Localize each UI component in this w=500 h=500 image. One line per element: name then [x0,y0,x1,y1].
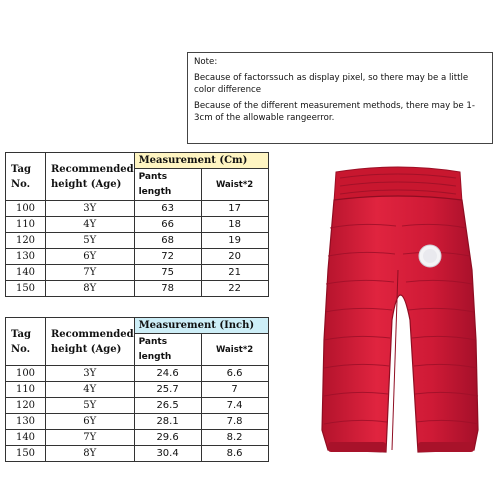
size-table-cm [5,152,269,297]
header-recommended-height: Recommended height (Age) [46,318,135,366]
cell-age: 8Y [46,446,135,462]
cell-tag: 140 [6,265,46,281]
cell-waist: 22 [201,281,268,297]
header-pants-length: Pants length [134,169,201,201]
cell-waist: 8.6 [201,446,268,462]
table-row [6,366,269,382]
size-table-inch [5,317,269,462]
cell-age: 6Y [46,249,135,265]
header-tag-no: Tag No. [6,318,46,366]
cell-waist: 8.2 [201,430,268,446]
cell-age: 5Y [46,233,135,249]
cell-tag: 140 [6,430,46,446]
cell-waist: 7 [201,382,268,398]
table-row [6,414,269,430]
cell-pants-length: 25.7 [134,382,201,398]
cell-age: 7Y [46,265,135,281]
cell-pants-length: 26.5 [134,398,201,414]
cell-pants-length: 66 [134,217,201,233]
table-row [6,265,269,281]
header-measurement-cm: Measurement (Cm) [134,153,268,169]
cell-age: 5Y [46,398,135,414]
cell-pants-length: 72 [134,249,201,265]
cell-age: 7Y [46,430,135,446]
cell-tag: 130 [6,249,46,265]
cell-tag: 110 [6,217,46,233]
cell-waist: 17 [201,201,268,217]
table-row [6,382,269,398]
header-tag-no: Tag No. [6,153,46,201]
note-title: Note: [194,57,218,67]
cell-tag: 150 [6,281,46,297]
header-waist: Waist*2 [201,334,268,366]
cell-waist: 21 [201,265,268,281]
cell-waist: 19 [201,233,268,249]
cell-tag: 120 [6,398,46,414]
cell-pants-length: 30.4 [134,446,201,462]
cell-tag: 120 [6,233,46,249]
table-row [6,201,269,217]
cell-age: 4Y [46,217,135,233]
table-row [6,430,269,446]
red-down-snow-pants-image [300,150,500,500]
cell-tag: 130 [6,414,46,430]
cell-tag: 100 [6,366,46,382]
header-pants-length: Pants length [134,334,201,366]
cell-waist: 20 [201,249,268,265]
cell-age: 3Y [46,366,135,382]
note-line-1: Because of factorssuch as display pixel, so there may be a little color difference [194,72,469,96]
cell-pants-length: 63 [134,201,201,217]
table-row [6,217,269,233]
header-recommended-height: Recommended height (Age) [46,153,135,201]
table-row [6,281,269,297]
cell-pants-length: 68 [134,233,201,249]
table-row [6,446,269,462]
cell-age: 6Y [46,414,135,430]
cell-waist: 7.4 [201,398,268,414]
cell-waist: 7.8 [201,414,268,430]
cell-pants-length: 24.6 [134,366,201,382]
cell-pants-length: 28.1 [134,414,201,430]
cell-tag: 100 [6,201,46,217]
cell-tag: 110 [6,382,46,398]
cell-waist: 18 [201,217,268,233]
header-waist: Waist*2 [201,169,268,201]
cell-pants-length: 78 [134,281,201,297]
cell-age: 3Y [46,201,135,217]
cell-age: 4Y [46,382,135,398]
cell-tag: 150 [6,446,46,462]
cell-age: 8Y [46,281,135,297]
cell-pants-length: 75 [134,265,201,281]
table-row [6,233,269,249]
cell-waist: 6.6 [201,366,268,382]
table-row [6,398,269,414]
note-box [187,52,493,144]
header-measurement-inch: Measurement (Inch) [134,318,268,334]
table-row [6,249,269,265]
note-line-2: Because of the different measurement methods, there may be 1-3cm of the allowable rangeerror. [194,100,475,124]
cell-pants-length: 29.6 [134,430,201,446]
